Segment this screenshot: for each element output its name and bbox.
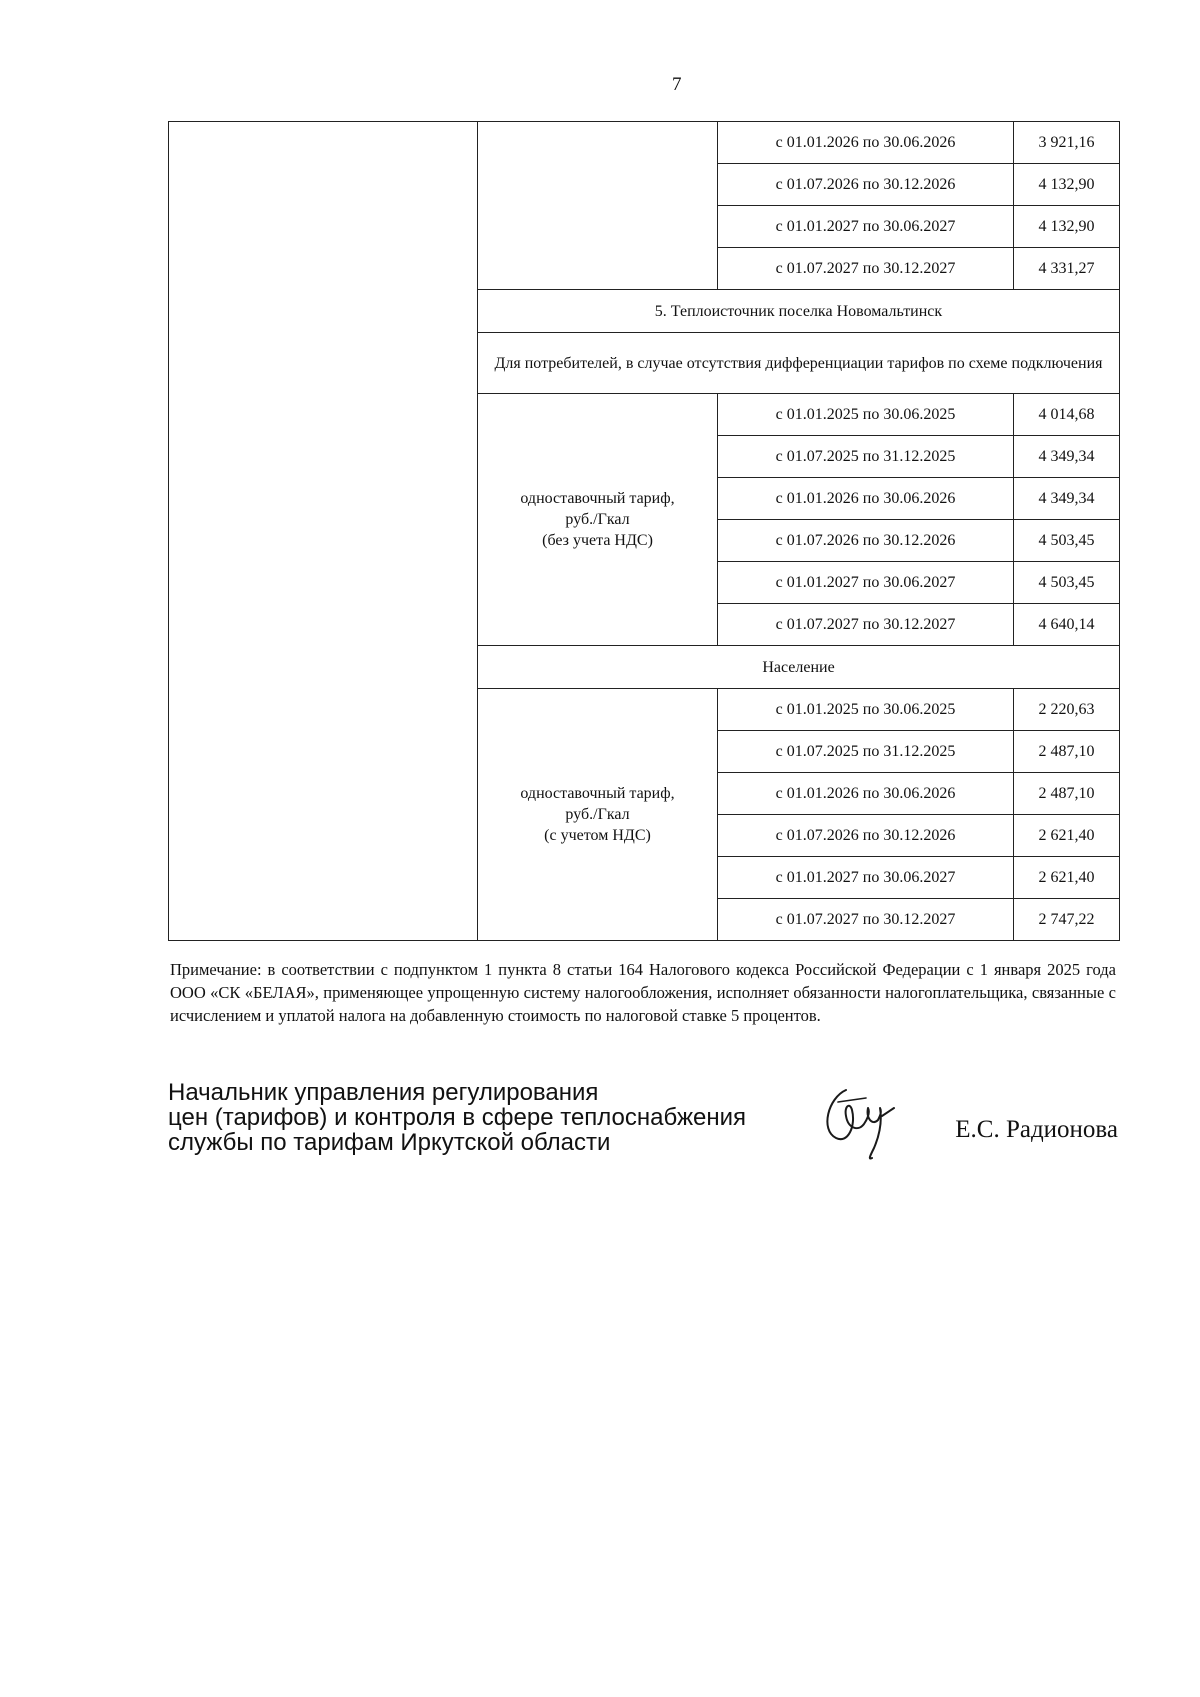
period-cell: с 01.01.2026 по 30.06.2026	[718, 478, 1014, 520]
period-cell: с 01.01.2026 по 30.06.2026	[718, 122, 1014, 164]
position-line: службы по тарифам Иркутской области	[168, 1129, 611, 1156]
signer-name: Е.С. Радионова	[955, 1116, 1118, 1143]
value-cell: 3 921,16	[1014, 122, 1120, 164]
tariff-line: руб./Гкал	[565, 511, 630, 528]
period-cell: с 01.01.2026 по 30.06.2026	[718, 773, 1014, 815]
period-cell: с 01.07.2025 по 31.12.2025	[718, 436, 1014, 478]
value-cell: 2 487,10	[1014, 773, 1120, 815]
value-cell: 2 621,40	[1014, 857, 1120, 899]
value-cell: 4 349,34	[1014, 478, 1120, 520]
period-cell: с 01.07.2026 по 30.12.2026	[718, 164, 1014, 206]
value-cell: 4 640,14	[1014, 604, 1120, 646]
tariff-table	[168, 121, 1120, 941]
period-cell: с 01.01.2027 по 30.06.2027	[718, 562, 1014, 604]
tariff-line: одноставочный тариф,	[520, 785, 675, 802]
period-cell: с 01.01.2027 по 30.06.2027	[718, 206, 1014, 248]
value-cell: 2 621,40	[1014, 815, 1120, 857]
value-cell: 4 349,34	[1014, 436, 1120, 478]
period-cell: с 01.01.2027 по 30.06.2027	[718, 857, 1014, 899]
empty-left-cell	[169, 122, 478, 941]
value-cell: 2 487,10	[1014, 731, 1120, 773]
value-cell: 2 747,22	[1014, 899, 1120, 941]
value-cell: 4 331,27	[1014, 248, 1120, 290]
page-number: 7	[672, 74, 682, 95]
tariff-line: руб./Гкал	[565, 806, 630, 823]
period-cell: с 01.07.2027 по 30.12.2027	[718, 899, 1014, 941]
period-cell: с 01.07.2027 по 30.12.2027	[718, 604, 1014, 646]
position-line: Начальник управления регулирования	[168, 1079, 599, 1106]
population-heading: Население	[478, 646, 1120, 689]
value-cell: 4 132,90	[1014, 206, 1120, 248]
period-cell: с 01.07.2026 по 30.12.2026	[718, 815, 1014, 857]
section-title: 5. Теплоисточник поселка Новомальтинск	[478, 290, 1120, 333]
tariff-description	[478, 394, 718, 646]
signature-block	[168, 1080, 1118, 1190]
period-cell: с 01.01.2025 по 30.06.2025	[718, 394, 1014, 436]
period-cell: с 01.01.2025 по 30.06.2025	[718, 689, 1014, 731]
tariff-description	[478, 689, 718, 941]
value-cell: 4 503,45	[1014, 562, 1120, 604]
consumers-heading: Для потребителей, в случае отсутствия дифференциации тарифов по схеме подключения	[478, 333, 1120, 394]
period-cell: с 01.07.2026 по 30.12.2026	[718, 520, 1014, 562]
position-line: цен (тарифов) и контроля в сфере теплоснабжения	[168, 1104, 747, 1131]
period-cell: с 01.07.2027 по 30.12.2027	[718, 248, 1014, 290]
empty-tariff-cell	[478, 122, 718, 290]
value-cell: 4 132,90	[1014, 164, 1120, 206]
table-row	[169, 122, 1120, 164]
value-cell: 2 220,63	[1014, 689, 1120, 731]
tariff-line: (с учетом НДС)	[544, 827, 651, 844]
tax-note: Примечание: в соответствии с подпунктом 1 пункта 8 статьи 164 Налогового кодекса Российской Федерации с 1 января 2025 года ООО «СК «БЕЛАЯ», применяющее упрощенную систему налогообложения, исполняет обязанности налогоплательщика, связанные с исчислением и уплатой налога на добавленную стоимость по налоговой ставке 5 процентов.	[170, 960, 1116, 1025]
period-cell: с 01.07.2025 по 31.12.2025	[718, 731, 1014, 773]
value-cell: 4 014,68	[1014, 394, 1120, 436]
tariff-line: одноставочный тариф,	[520, 490, 675, 507]
signer-position	[168, 1080, 746, 1155]
value-cell: 4 503,45	[1014, 520, 1120, 562]
tariff-line: (без учета НДС)	[542, 532, 653, 549]
handwritten-signature	[808, 1068, 908, 1168]
